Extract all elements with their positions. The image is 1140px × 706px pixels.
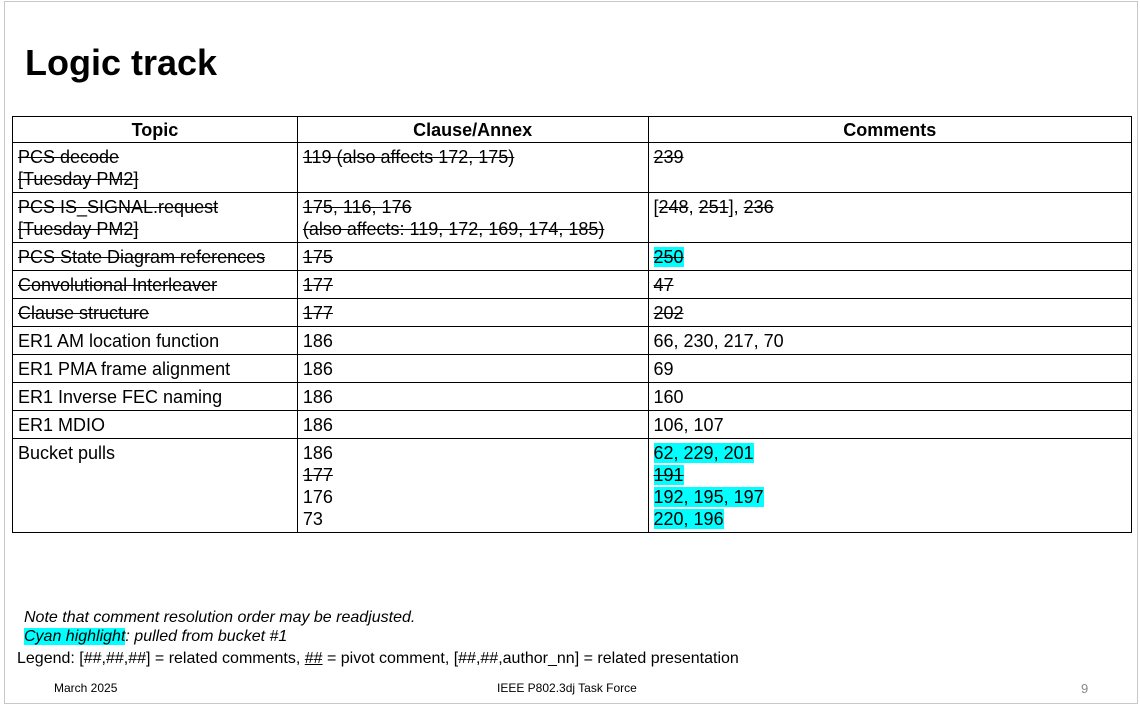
topic-text: PCS decode [18,147,120,167]
topic-text: Clause structure [18,303,150,323]
header-topic: Topic [13,117,298,143]
topic-cell: Bucket pulls [13,439,298,533]
header-clause: Clause/Annex [297,117,648,143]
highlight-note [24,628,287,646]
comments-cell [648,193,1131,243]
legend-prefix: Legend: [##,##,##] = related comments, [17,650,305,667]
clause-cell: 186 [297,327,648,355]
topic-text: PCS IS_SIGNAL.request [18,197,219,217]
clause-also-affects: (also affects: 119, 172, 169, 174, 185) [302,219,605,239]
table-row [13,143,1132,193]
bracket-close: ], [728,197,744,217]
comments-cell: 69 [648,355,1131,383]
comments-text: 47 [653,275,674,295]
table-row [13,299,1132,327]
clause-cell [297,143,648,193]
comments-cell [648,243,1131,271]
legend-pivot: ## [304,650,323,667]
comments-cell [648,271,1131,299]
comments-cell [648,143,1131,193]
clause-text: 175 [302,247,333,267]
logic-track-table [12,116,1132,533]
table-header-row [13,117,1132,143]
topic-text: PCS State Diagram references [18,247,266,267]
clause-cell: 186 [297,355,648,383]
bracket-open: [ [653,197,659,217]
legend-suffix: = pivot comment, [##,##,author_nn] = related presentation [322,650,739,667]
table-row [13,411,1132,439]
clause-text: 119 (also affects 172, 175) [302,147,515,167]
topic-session: [Tuesday PM2] [18,219,139,239]
clause-line: 176 [302,487,333,507]
comment-line: 62, 229, 201 [653,443,754,463]
comments-text: 202 [653,303,684,323]
clause-cell [297,243,648,271]
clause-cell [297,271,648,299]
comment-separator: , [688,197,699,217]
comments-cell: 106, 107 [648,411,1131,439]
table-row [13,271,1132,299]
clause-line: 177 [302,465,333,485]
footer-date: March 2025 [54,681,118,695]
clause-cell [297,439,648,533]
table-row [13,439,1132,533]
clause-text: 177 [302,275,333,295]
footer-organization: IEEE P802.3dj Task Force [497,681,637,695]
topic-cell [13,299,298,327]
topic-session: [Tuesday PM2] [18,169,139,189]
legend [17,650,739,668]
comment-248: 248 [658,197,689,217]
clause-line: 73 [302,509,323,529]
topic-cell: ER1 Inverse FEC naming [13,383,298,411]
topic-cell: ER1 AM location function [13,327,298,355]
clause-line: 186 [302,443,333,463]
table-row [13,355,1132,383]
comments-text: 239 [653,147,684,167]
resolution-order-note: Note that comment resolution order may be readjusted. [24,609,416,626]
comments-text: 250 [653,247,684,267]
comment-236: 236 [743,197,774,217]
table-row [13,383,1132,411]
topic-cell: ER1 MDIO [13,411,298,439]
comments-cell [648,439,1131,533]
table-row [13,193,1132,243]
topic-cell: ER1 PMA frame alignment [13,355,298,383]
clause-cell [297,193,648,243]
comments-cell: 66, 230, 217, 70 [648,327,1131,355]
comments-cell: 160 [648,383,1131,411]
topic-cell [13,271,298,299]
clause-text: 177 [302,303,333,323]
topic-cell [13,243,298,271]
highlight-description: : pulled from bucket #1 [125,628,288,645]
topic-cell [13,193,298,243]
comment-line: 191 [653,465,684,485]
clause-cell: 186 [297,411,648,439]
topic-cell [13,143,298,193]
table-row [13,327,1132,355]
comment-251: 251 [698,197,729,217]
header-comments: Comments [648,117,1131,143]
comments-cell [648,299,1131,327]
slide-title: Logic track [25,42,218,83]
clause-cell: 186 [297,383,648,411]
topic-text: Convolutional Interleaver [18,275,218,295]
page-number: 9 [1081,681,1089,696]
clause-text: 175, 116, 176 [302,197,412,217]
table-row [13,243,1132,271]
comment-line: 220, 196 [653,509,724,529]
clause-cell [297,299,648,327]
comment-line: 192, 195, 197 [653,487,764,507]
highlight-label: Cyan highlight [24,628,126,645]
